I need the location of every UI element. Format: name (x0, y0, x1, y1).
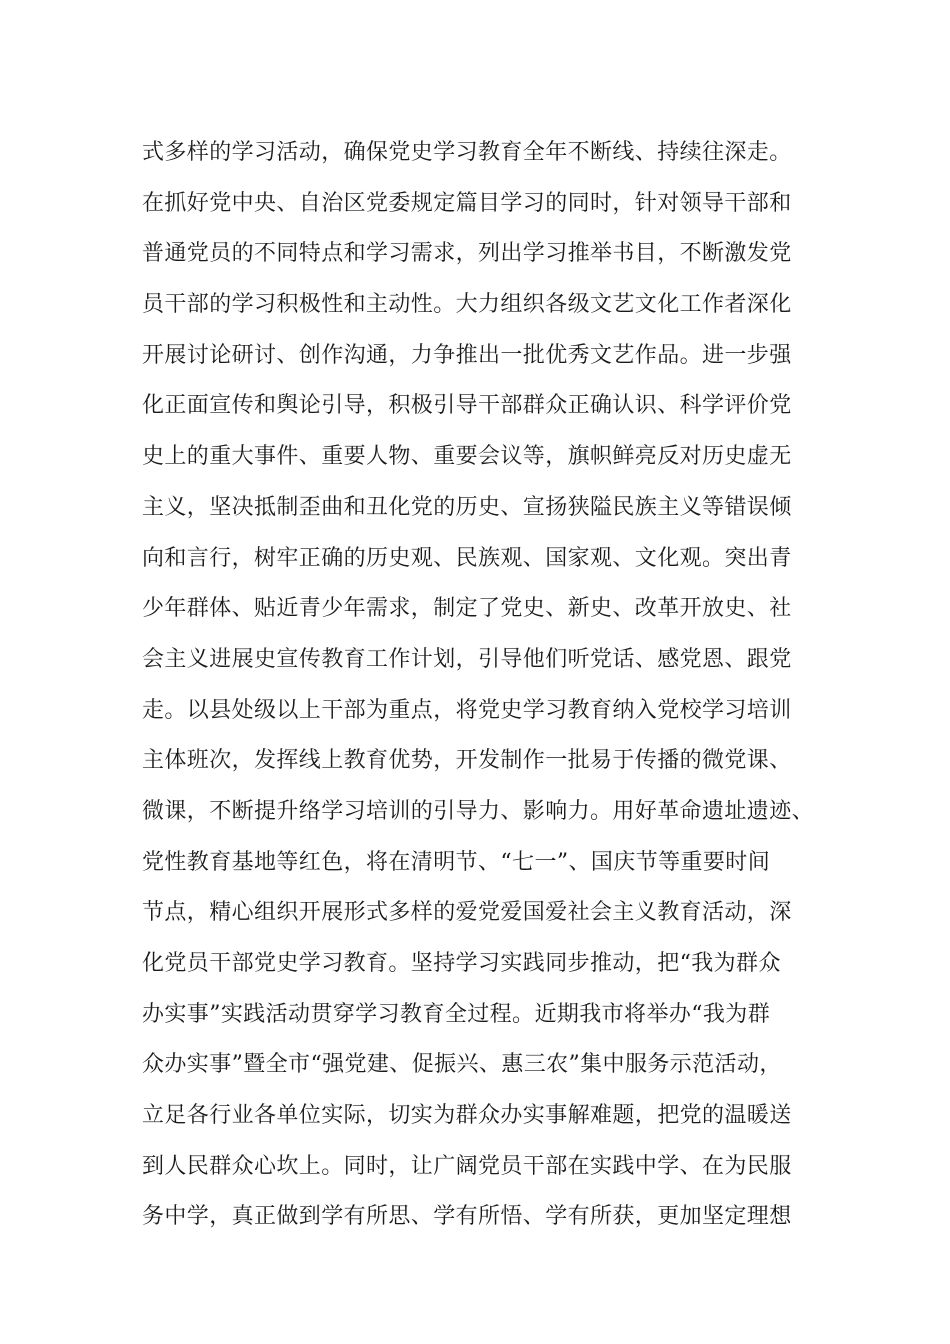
text-line: 主体班次，发挥线上教育优势，开发制作一批易于传播的微党课、 (142, 748, 792, 774)
text-line: 化正面宣传和舆论引导，积极引导干部群众正确认识、科学评价党 (142, 393, 792, 419)
text-line: 开展讨论研讨、创作沟通，力争推出一批优秀文艺作品。进一步强 (142, 342, 792, 368)
text-line: 到人民群众心坎上。同时，让广阔党员干部在实践中学、在为民服 (142, 1153, 792, 1179)
text-line: 少年群体、贴近青少年需求，制定了党史、新史、改革开放史、社 (142, 596, 792, 622)
text-line: 党性教育基地等红色，将在清明节、“七一”、国庆节等重要时间 (142, 849, 771, 875)
text-line: 式多样的学习活动，确保党史学习教育全年不断线、持续往深走。 (142, 140, 792, 165)
text-line: 节点，精心组织开展形式多样的爱党爱国爱社会主义教育活动，深 (142, 900, 792, 926)
text-line: 普通党员的不同特点和学习需求，列出学习推举书目，不断激发党 (142, 241, 792, 267)
text-line: 史上的重大事件、重要人物、重要会议等，旗帜鲜亮反对历史虚无 (142, 444, 792, 470)
text-line: 在抓好党中央、自治区党委规定篇目学习的同时，针对领导干部和 (142, 190, 792, 216)
text-line: 微课，不断提升络学习培训的引导力、影响力。用好革命遗址遗迹、 (142, 798, 815, 824)
text-line: 会主义进展史宣传教育工作计划，引导他们听党话、感党恩、跟党 (142, 646, 792, 672)
text-line: 员干部的学习积极性和主动性。大力组织各级文艺文化工作者深化 (142, 292, 792, 318)
text-line: 众办实事”暨全市“强党建、促振兴、惠三农”集中服务示范活动， (142, 1052, 782, 1078)
text-line: 办实事”实践活动贯穿学习教育全过程。近期我市将举办“我为群 (142, 1001, 771, 1027)
text-line: 主义，坚决抵制歪曲和丑化党的历史、宣扬狭隘民族主义等错误倾 (142, 494, 792, 520)
text-line: 立足各行业各单位实际，切实为群众办实事解难题，把党的温暖送 (142, 1103, 792, 1129)
text-line: 务中学，真正做到学有所思、学有所悟、学有所获，更加坚定理想 (142, 1204, 792, 1230)
text-line: 化党员干部党史学习教育。坚持学习实践同步推动，把“我为群众 (142, 951, 781, 976)
body-text (142, 128, 832, 1243)
text-line: 向和言行，树牢正确的历史观、民族观、国家观、文化观。突出青 (142, 545, 792, 571)
text-line: 走。以县处级以上干部为重点，将党史学习教育纳入党校学习培训 (142, 697, 792, 723)
